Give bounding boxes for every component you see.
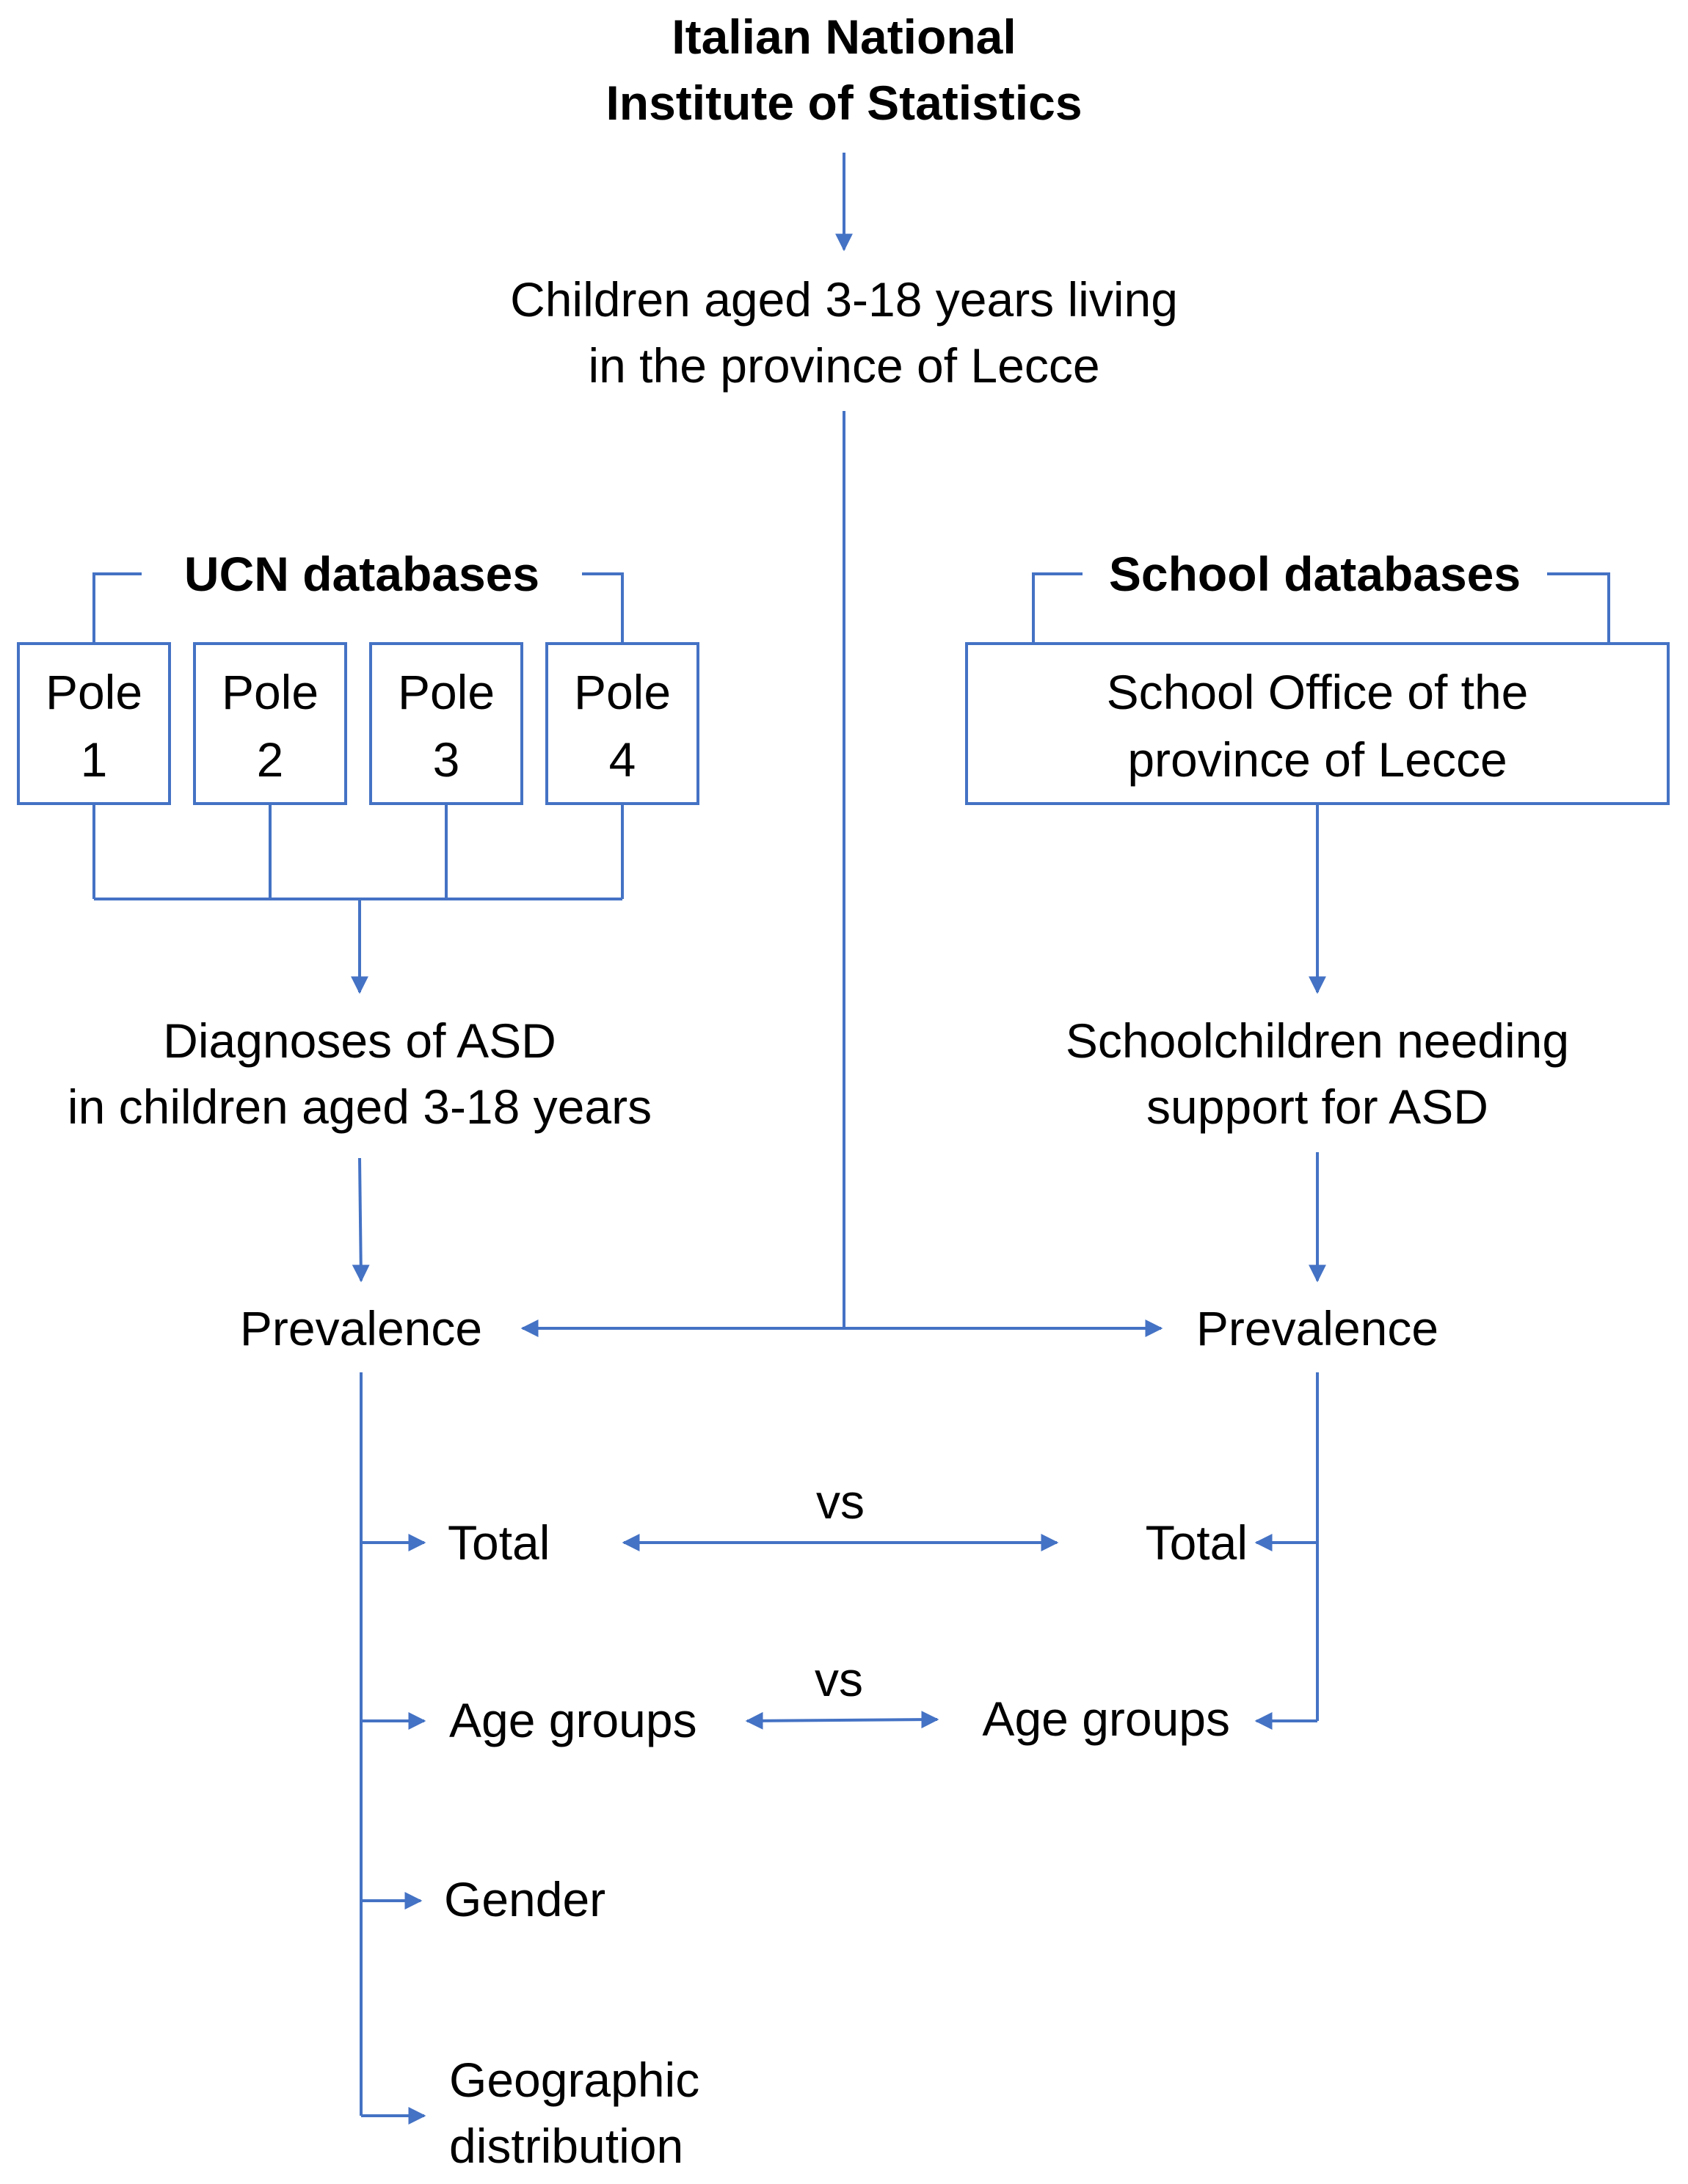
arrow-diagnoses-to-prevalence <box>360 1158 361 1281</box>
diagnoses-line2: in children aged 3-18 years <box>67 1080 652 1134</box>
ucn-bracket-left <box>94 574 142 642</box>
ucn-gender-label: Gender <box>444 1872 606 1926</box>
pole-3-box <box>369 642 523 805</box>
ucn-databases-title: UCN databases <box>183 547 540 601</box>
ucn-prevalence-label: Prevalence <box>239 1301 483 1355</box>
school-databases-title: School databases <box>1108 547 1521 601</box>
ucn-age-groups-label: Age groups <box>449 1693 697 1747</box>
pole-4-box <box>545 642 699 805</box>
ucn-total-label: Total <box>448 1515 550 1570</box>
pole-4-number: 4 <box>608 732 636 787</box>
source-title-line1: Italian National <box>672 10 1016 64</box>
school-bracket-left <box>1033 574 1083 642</box>
age-groups-comparison-arrow <box>747 1719 937 1721</box>
pole-1-box <box>17 642 171 805</box>
pole-4-label: Pole <box>573 665 672 719</box>
pole-2-number: 2 <box>256 732 284 787</box>
needing-line1: Schoolchildren needing <box>1065 1013 1570 1068</box>
needing-line2: support for ASD <box>1146 1080 1488 1134</box>
ucn-geographic-line2: distribution <box>449 2119 684 2173</box>
population-line1: Children aged 3-18 years living <box>510 272 1178 327</box>
school-total-label: Total <box>1145 1515 1248 1570</box>
school-office-line2: province of Lecce <box>1127 732 1507 787</box>
pole-1-label: Pole <box>45 665 143 719</box>
pole-3-label: Pole <box>397 665 495 719</box>
pole-3-number: 3 <box>432 732 460 787</box>
school-office-line1: School Office of the <box>1106 665 1529 719</box>
population-line2: in the province of Lecce <box>588 338 1100 393</box>
diagnoses-line1: Diagnoses of ASD <box>163 1013 556 1068</box>
pole-2-box <box>193 642 347 805</box>
school-bracket-right <box>1547 574 1609 642</box>
pole-2-label: Pole <box>221 665 319 719</box>
pole-1-number: 1 <box>80 732 108 787</box>
source-title-line2: Institute of Statistics <box>605 76 1083 130</box>
total-vs-label: vs <box>816 1474 865 1529</box>
age-groups-vs-label: vs <box>815 1652 863 1706</box>
school-prevalence-label: Prevalence <box>1196 1301 1439 1355</box>
school-age-groups-label: Age groups <box>982 1692 1230 1746</box>
ucn-bracket-right <box>582 574 622 642</box>
ucn-geographic-line1: Geographic <box>449 2053 700 2107</box>
school-office-box <box>965 642 1670 805</box>
